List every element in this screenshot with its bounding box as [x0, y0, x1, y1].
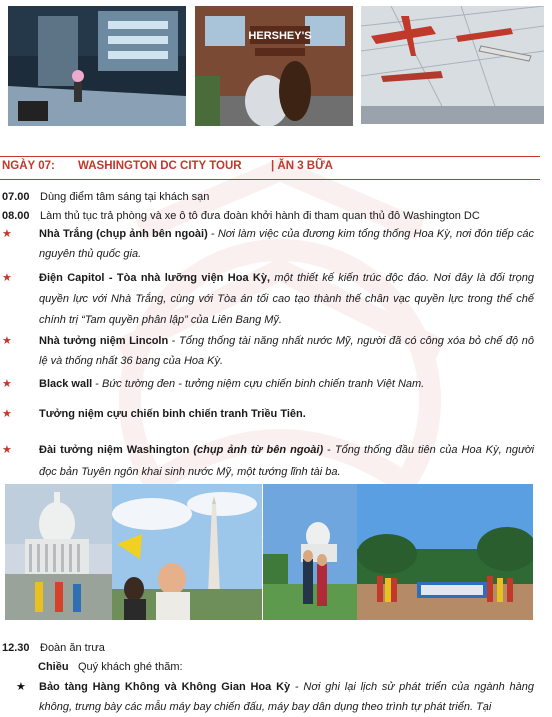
- schedule-time: 07.00: [2, 191, 30, 203]
- capitol-photo: [5, 484, 112, 620]
- day-title: WASHINGTON DC CITY TOUR: [78, 160, 242, 172]
- hersheys-store-photo: [195, 6, 353, 126]
- star-bullet-icon: ★: [2, 444, 12, 456]
- schedule-text: Dùng điểm tâm sáng tại khách sạn: [40, 191, 210, 203]
- sight-title: Black wall: [39, 378, 93, 390]
- sight-title: Đài tưởng niệm Washington: [39, 444, 190, 456]
- schedule-time: 08.00: [2, 210, 30, 222]
- schedule-time: 12.30: [2, 642, 30, 654]
- sight-separator: -: [92, 378, 102, 390]
- sight-title: Nhà tưởng niệm Lincoln: [39, 335, 169, 347]
- star-bullet-icon: ★: [2, 335, 12, 347]
- day-meals: | ĂN 3 BỮA: [271, 160, 333, 172]
- star-bullet-icon: ★: [2, 378, 12, 390]
- washington-monument-photo: [112, 484, 262, 620]
- sight-separator: -: [168, 335, 180, 347]
- sight-desc: Tổng thống đầu tiên của Hoa Kỳ, người đọc bản Tuyên ngôn khai sinh nước Mỹ, một tướng lĩnh tài ba.: [39, 444, 535, 478]
- sight-desc: Nơi ghi lại lịch sử phát triển của ngành hàng không, trưng bày các mẫu máy bay chiến đấu, máy bay dân dụng theo trình tự phát triển. Tại: [39, 681, 534, 713]
- afternoon-visit: Quý khách ghé thăm:: [78, 661, 183, 673]
- star-bullet-icon: ★: [16, 681, 26, 693]
- sight-desc: Tổng thống tài năng nhất nước Mỹ, người đã có công xóa bỏ chế độ nô lệ và thống nhất 36 bang của Hoa Kỳ.: [39, 335, 534, 367]
- museum-interior-photo: [8, 6, 186, 126]
- day-header: [0, 156, 540, 180]
- sight-desc: Nơi làm việc của đương kim tổng thống Hoa Kỳ, nơi đón tiếp các nguyên thủ quốc gia.: [39, 228, 534, 260]
- schedule-text: Đoàn ăn trưa: [40, 642, 105, 654]
- sight-separator: -: [323, 444, 335, 456]
- sight-title: Điện Capitol - Tòa nhà lưỡng viện Hoa Kỳ,: [39, 272, 271, 284]
- star-bullet-icon: ★: [2, 228, 12, 240]
- star-bullet-icon: ★: [2, 272, 12, 284]
- star-bullet-icon: ★: [2, 408, 12, 420]
- capitol-couple-photo: [263, 484, 357, 620]
- sight-separator: -: [290, 681, 304, 693]
- sight-separator: -: [207, 228, 218, 240]
- schedule-text: Làm thủ tục trả phòng và xe ô tô đưa đoàn khởi hành đi tham quan thủ đô Washington DC: [40, 210, 480, 222]
- group-photo: [357, 484, 533, 620]
- afternoon-label: Chiều: [38, 661, 69, 673]
- day-label: NGÀY 07:: [2, 160, 55, 172]
- sight-title: Bảo tàng Hàng Không và Không Gian Hoa Kỳ: [39, 681, 291, 693]
- sight-desc: một thiết kế kiến trúc độc đáo. Nơi đây là đối trọng quyền lực với Nhà Trắng, cùng với Tòa án tối cao tạo thành thế chân vạc quyền lực trong thể chế chính trị “Tam quyền phân lập” của Liên Bang Mỹ.: [39, 272, 534, 326]
- sight-title: Tưởng niệm cựu chiến binh chiến tranh Triều Tiên.: [39, 408, 306, 420]
- svg-text:HERSHEY'S: HERSHEY'S: [248, 30, 312, 42]
- sight-title: Nhà Trắng (chụp ảnh bên ngoài): [39, 228, 208, 240]
- air-space-museum-photo: [361, 6, 544, 124]
- sight-desc: Bức tường đen - tưởng niệm cựu chiến binh chiến tranh Việt Nam.: [101, 378, 425, 390]
- sight-title-note: (chụp ảnh từ bên ngoài): [189, 444, 324, 456]
